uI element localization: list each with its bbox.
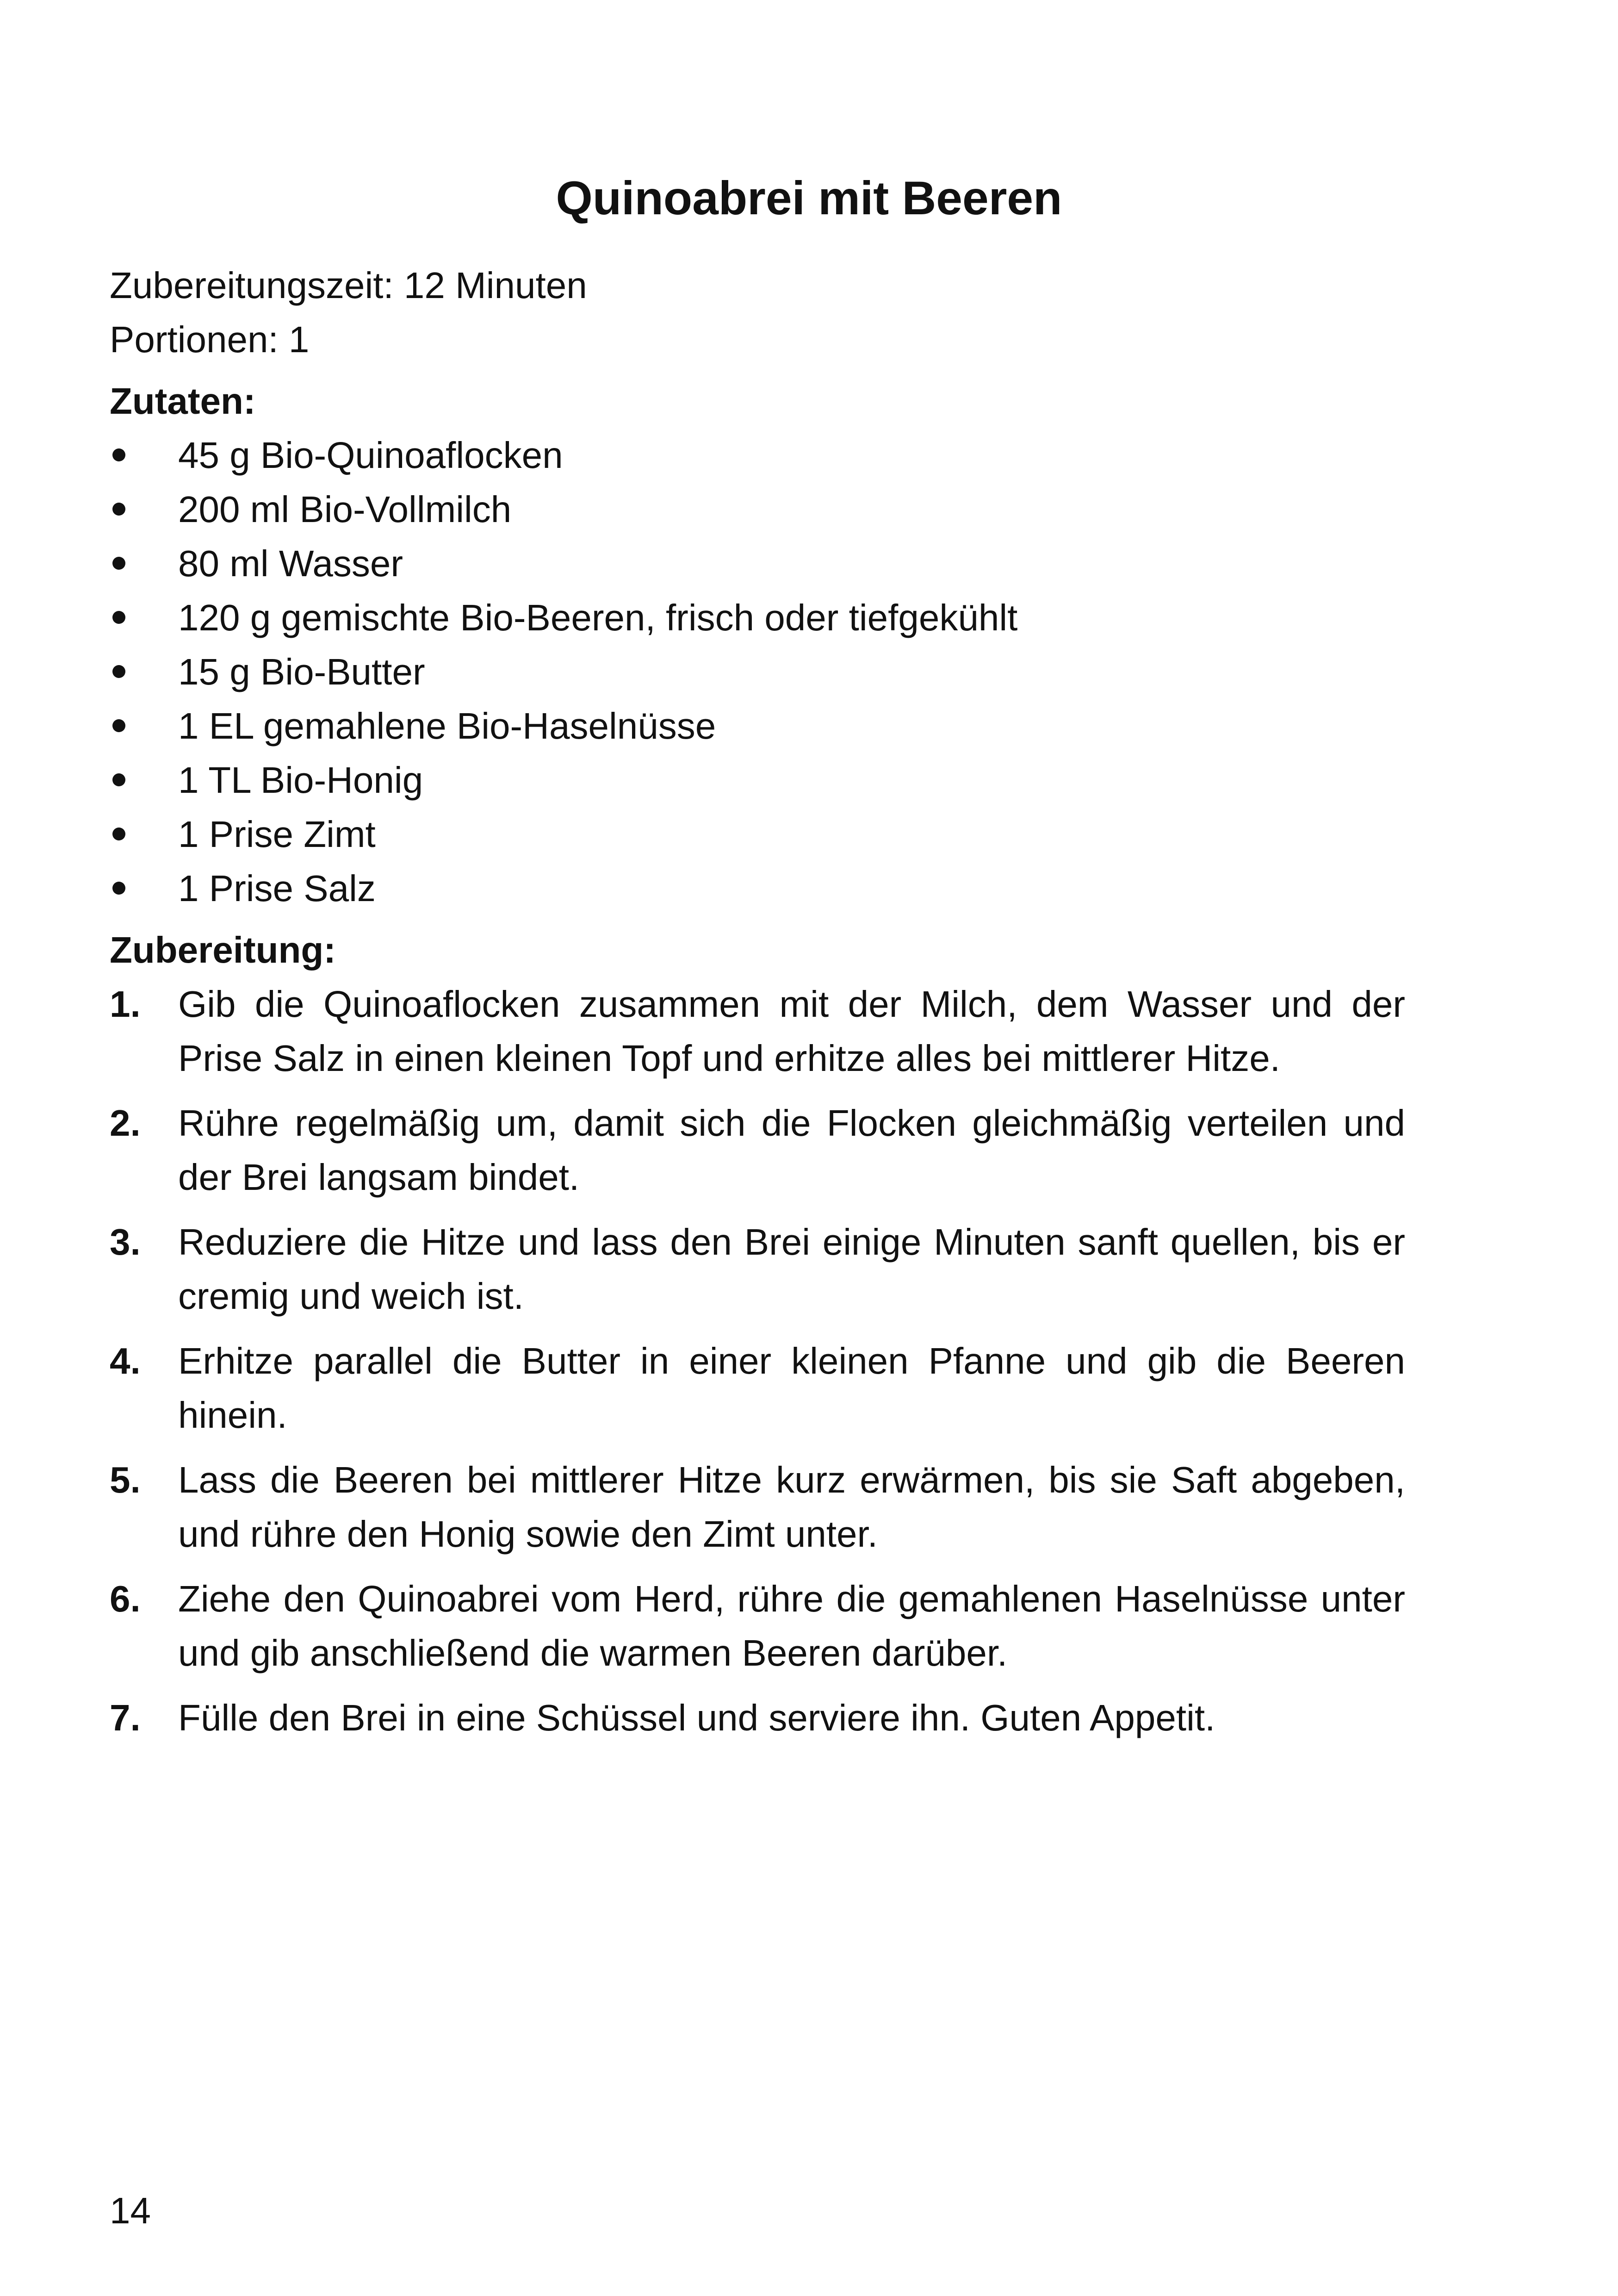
step-text: Rühre regelmäßig um, damit sich die Flocken gleichmäßig verteilen und der Brei langsam bindet.	[178, 1102, 1405, 1198]
step-number: 7.	[110, 1697, 141, 1738]
step-number: 6.	[110, 1578, 141, 1619]
ingredient-item	[110, 591, 1405, 645]
preparation-heading: Zubereitung:	[110, 929, 336, 971]
step-item	[110, 1691, 1405, 1745]
ingredient-text: 15 g Bio-Butter	[178, 651, 425, 692]
ingredient-text: 1 Prise Salz	[178, 868, 376, 909]
ingredient-text: 1 TL Bio-Honig	[178, 759, 423, 801]
ingredient-item	[110, 536, 1405, 591]
bullet-icon	[112, 828, 125, 840]
step-text: Lass die Beeren bei mittlerer Hitze kurz erwärmen, bis sie Saft abgeben, und rühre den Honig sowie den Zimt unter.	[178, 1459, 1405, 1555]
ingredient-text: 45 g Bio-Quinoaflocken	[178, 435, 563, 476]
bullet-icon	[112, 665, 125, 678]
servings: Portionen: 1	[110, 319, 310, 360]
bullet-icon	[112, 611, 125, 624]
ingredient-item	[110, 699, 1405, 753]
ingredient-item	[110, 807, 1405, 861]
ingredients-heading: Zutaten:	[110, 380, 256, 422]
step-number: 4.	[110, 1340, 141, 1381]
ingredient-item	[110, 645, 1405, 699]
prep-time: Zubereitungszeit: 12 Minuten	[110, 265, 587, 306]
ingredient-text: 200 ml Bio-Vollmilch	[178, 489, 512, 530]
step-number: 3.	[110, 1221, 141, 1263]
recipe-title: Quinoabrei mit Beeren	[556, 172, 1062, 224]
ingredients-list	[110, 428, 1405, 915]
bullet-icon	[112, 557, 125, 570]
step-number: 2.	[110, 1102, 141, 1144]
step-text: Reduziere die Hitze und lass den Brei einige Minuten sanft quellen, bis er cremig und weich ist.	[178, 1221, 1405, 1317]
preparation-steps	[110, 977, 1405, 1745]
step-item	[110, 977, 1405, 1085]
bullet-icon	[112, 882, 125, 895]
step-item	[110, 1572, 1405, 1680]
bullet-icon	[112, 773, 125, 786]
ingredient-text: 1 Prise Zimt	[178, 814, 376, 855]
step-number: 1.	[110, 983, 141, 1025]
step-number: 5.	[110, 1459, 141, 1500]
ingredient-text: 1 EL gemahlene Bio-Haselnüsse	[178, 705, 716, 747]
ingredient-item	[110, 861, 1405, 915]
page-number: 14	[110, 2190, 151, 2231]
ingredient-text: 80 ml Wasser	[178, 543, 403, 584]
ingredient-text: 120 g gemischte Bio-Beeren, frisch oder tiefgekühlt	[178, 597, 1018, 638]
step-item	[110, 1215, 1405, 1323]
bullet-icon	[112, 719, 125, 732]
bullet-icon	[112, 448, 125, 461]
ingredient-item	[110, 428, 1405, 482]
step-item	[110, 1334, 1405, 1442]
recipe-content	[110, 258, 1405, 1745]
ingredient-item	[110, 482, 1405, 536]
ingredient-item	[110, 753, 1405, 807]
bullet-icon	[112, 503, 125, 516]
step-text: Ziehe den Quinoabrei vom Herd, rühre die gemahlenen Haselnüsse unter und gib anschließend die warmen Beeren darüber.	[178, 1578, 1405, 1674]
step-item	[110, 1096, 1405, 1204]
step-text: Erhitze parallel die Butter in einer kleinen Pfanne und gib die Beeren hinein.	[178, 1340, 1405, 1436]
step-text: Fülle den Brei in eine Schüssel und serviere ihn. Guten Appetit.	[178, 1697, 1215, 1738]
step-text: Gib die Quinoaflocken zusammen mit der Milch, dem Wasser und der Prise Salz in einen kleinen Topf und erhitze alles bei mittlerer Hitze.	[178, 983, 1405, 1079]
step-item	[110, 1453, 1405, 1561]
